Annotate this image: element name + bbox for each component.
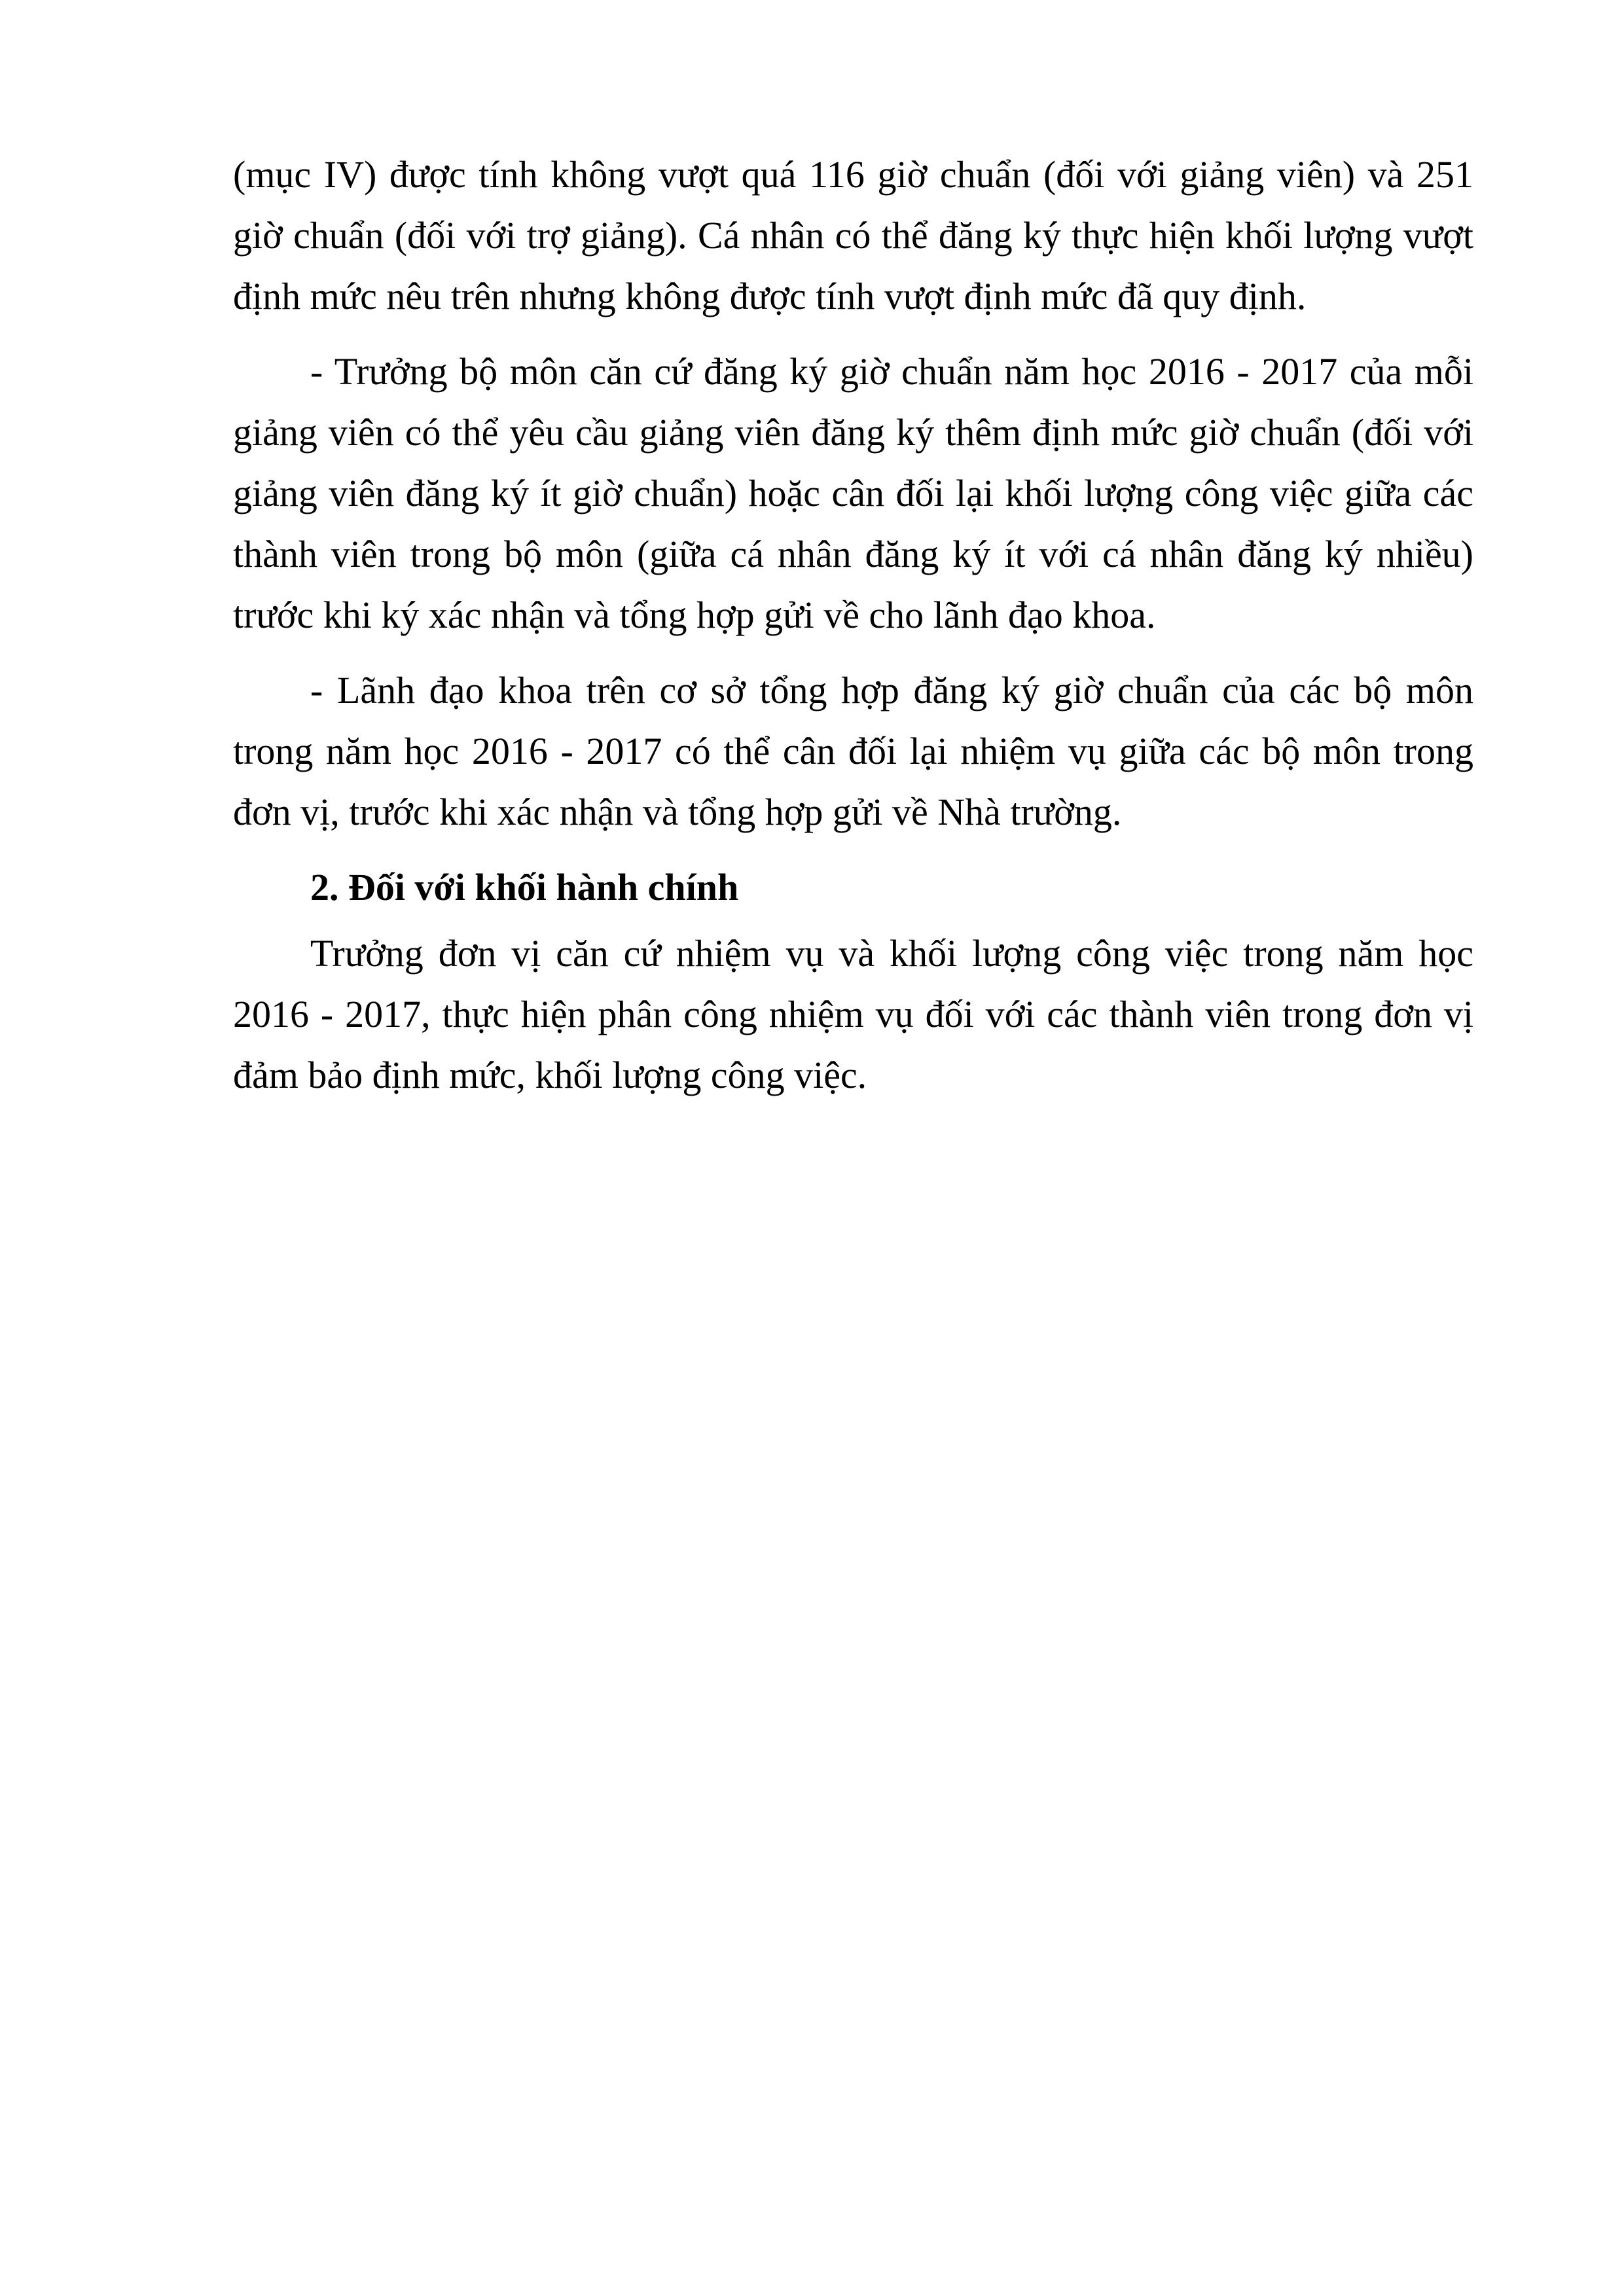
paragraph-administrative-units: Trưởng đơn vị căn cứ nhiệm vụ và khối lượng công việc trong năm học 2016 - 2017, thực hiện phân công nhiệm vụ đối với các thành viên trong đơn vị đảm bảo định mức, khối lượng công việc. — [233, 932, 1473, 1096]
paragraph-department-head: - Trưởng bộ môn căn cứ đăng ký giờ chuẩn năm học 2016 - 2017 của mỗi giảng viên có thể yêu cầu giảng viên đăng ký thêm định mức giờ chuẩn (đối với giảng viên đăng ký ít giờ chuẩn) hoặc cân đối lại khối lượng công việc giữa các thành viên trong bộ môn (giữa cá nhân đăng ký ít với cá nhân đăng ký nhiều) trước khi ký xác nhận và tổng hợp gửi về cho lãnh đạo khoa. — [233, 350, 1473, 636]
paragraph-continuation: (mục IV) được tính không vượt quá 116 giờ chuẩn (đối với giảng viên) và 251 giờ chuẩn (đối với trợ giảng). Cá nhân có thể đăng ký thực hiện khối lượng vượt định mức nêu trên nhưng không được tính vượt định mức đã quy định. — [233, 153, 1473, 317]
document-page — [233, 144, 1473, 1120]
paragraph-faculty-leadership: - Lãnh đạo khoa trên cơ sở tổng hợp đăng ký giờ chuẩn của các bộ môn trong năm học 2016 - 2017 có thể cân đối lại nhiệm vụ giữa các bộ môn trong đơn vị, trước khi xác nhận và tổng hợp gửi về Nhà trường. — [233, 669, 1473, 833]
section-heading: 2. Đối với khối hành chính — [310, 866, 739, 908]
